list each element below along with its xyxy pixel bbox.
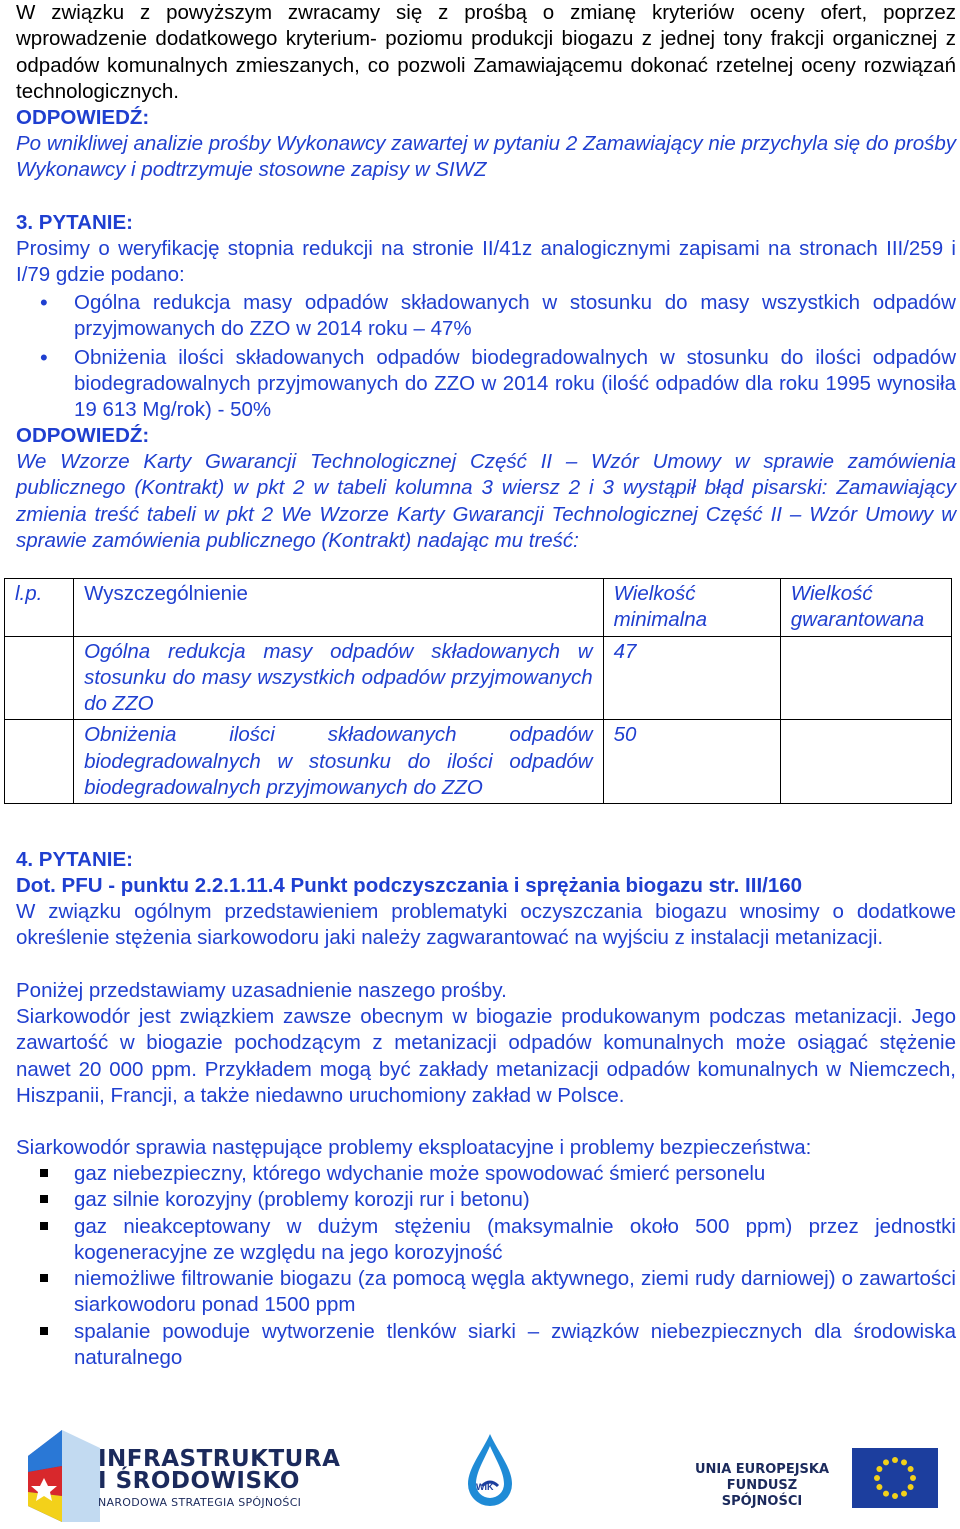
list-item: gaz nieakceptowany w dużym stężeniu (maksymalnie około 500 ppm) przez jednostki kogeneracyjne ze względu na jego korozyjność — [0, 1214, 956, 1267]
table-cell — [780, 720, 951, 804]
table-cell — [5, 720, 74, 804]
logo-text: WIK — [476, 1482, 494, 1492]
question-3-text: Prosimy o weryfikację stopnia redukcji na stronie II/41z analogicznymi zapisami na stronach III/259 i I/79 gdzie podano: — [16, 237, 956, 287]
header-cell-minimum: Wielkość minimalna — [603, 579, 780, 637]
question-4-paragraph: Siarkowodór sprawia następujące problemy eksploatacyjne i problemy bezpieczeństwa: — [16, 1136, 812, 1159]
table-row — [5, 720, 952, 804]
table-cell — [780, 636, 951, 720]
logo-text: I ŚRODOWISKO — [98, 1468, 300, 1494]
table-cell: 50 — [603, 720, 780, 804]
water-company-logo — [462, 1430, 518, 1510]
eu-logo — [686, 1446, 940, 1514]
question-4-paragraph: Siarkowodór jest związkiem zawsze obecnym w biogazie produkowanym podczas metanizacji. Jego zawartość w biogazie pochodzącym z metanizacji odpadów komunalnych może osiągać stężenie nawet 20 000 ppm. Przykładem mogą być zakłady metanizacji odpadów komunalnych w Niemczech, Hiszpanii, Francji, a także niedawno uruchomiony zakład w Polsce. — [16, 1005, 956, 1107]
question-4-paragraph: Poniżej przedstawiamy uzasadnienie naszego prośby. — [16, 979, 507, 1002]
header-cell-guaranteed: Wielkość gwarantowana — [780, 579, 951, 637]
answer-text: We Wzorze Karty Gwarancji Technologicznej Część II – Wzór Umowy w sprawie zamówienia publicznego (Kontrakt) w pkt 2 w tabeli kolumna 3 wiersz 2 i 3 wystąpił błąd pisarski: Zamawiający zmienia treść tabeli w pkt 2 We Wzorze Karty Gwarancji Technologicznej Część II – Wzór Umowy w sprawie zamówienia publicznego (Kontrakt) nadając mu treść: — [16, 450, 956, 552]
table-row — [5, 636, 952, 720]
infrastructure-logo — [22, 1426, 341, 1522]
answer-label: ODPOWIEDŹ: — [16, 424, 150, 447]
logo-text: FUNDUSZ SPÓJNOŚCI — [721, 1478, 803, 1509]
table-cell: Ogólna redukcja masy odpadów składowanych w stosunku do masy wszystkich odpadów przyjmowanych do ZZO — [74, 636, 604, 720]
question-4-subheading: Dot. PFU - punktu 2.2.1.11.4 Punkt podczyszczania i sprężania biogazu str. III/160 — [16, 874, 803, 897]
question-4-heading: 4. PYTANIE: — [16, 848, 133, 871]
header-cell-description: Wyszczególnienie — [74, 579, 604, 637]
nss-emblem-icon — [22, 1426, 102, 1522]
list-item: • Obniżenia ilości składowanych odpadów biodegradowalnych w stosunku do ilości odpadów biodegradowalnych przyjmowanych do ZZO w 2014 roku (ilość odpadów dla roku 1995 wynosiła 19 613 Mg/rok) - 50% — [0, 345, 956, 424]
logo-text: UNIA EUROPEJSKA — [694, 1462, 830, 1477]
question-3-list — [0, 290, 956, 423]
question-4-list — [0, 1161, 956, 1371]
eu-flag-icon — [852, 1448, 938, 1508]
logo-text: NARODOWA STRATEGIA SPÓJNOŚCI — [98, 1496, 302, 1509]
list-item: gaz silnie korozyjny (problemy korozji rur i betonu) — [0, 1187, 956, 1213]
list-item: • Ogólna redukcja masy odpadów składowanych w stosunku do masy wszystkich odpadów przyjmowanych do ZZO w 2014 roku – 47% — [0, 290, 956, 343]
intro-paragraph: W związku z powyższym zwracamy się z prośbą o zmianę kryteriów oceny ofert, poprzez wprowadzenie dodatkowego kryterium- poziomu produkcji biogazu z jednej tony frakcji organicznej z odpadów komunalnych zmieszanych, co pozwoli Zamawiającemu dokonać rzetelnej oceny rozwiązań technologicznych. — [16, 1, 956, 103]
table-cell — [5, 636, 74, 720]
table-cell: 47 — [603, 636, 780, 720]
header-cell-lp: l.p. — [5, 579, 74, 637]
logo-text: INFRASTRUKTURA — [98, 1446, 341, 1472]
list-item: gaz niebezpieczny, którego wdychanie może spowodować śmierć personelu — [0, 1161, 956, 1187]
question-4-paragraph: W związku ogólnym przedstawieniem problematyki oczyszczania biogazu wnosimy o dodatkowe określenie stężenia siarkowodoru jaki należy zagwarantować na wyjściu z instalacji metanizacji. — [16, 900, 956, 950]
list-item: niemożliwe filtrowanie biogazu (za pomocą węgla aktywnego, ziemi rudy darniowej) o zawartości siarkowodoru ponad 1500 ppm — [0, 1266, 956, 1319]
table-header-row — [5, 579, 952, 637]
results-table — [4, 578, 952, 804]
answer-label: ODPOWIEDŹ: — [16, 106, 150, 129]
list-item: spalanie powoduje wytworzenie tlenków siarki – związków niebezpiecznych dla środowiska naturalnego — [0, 1319, 956, 1372]
table-cell: Obniżenia ilości składowanych odpadów biodegradowalnych w stosunku do ilości odpadów biodegradowalnych przyjmowanych do ZZO — [74, 720, 604, 804]
question-3-heading: 3. PYTANIE: — [16, 211, 133, 234]
answer-text: Po wnikliwej analizie prośby Wykonawcy zawartej w pytaniu 2 Zamawiający nie przychyla się do prośby Wykonawcy i podtrzymuje stosowne zapisy w SIWZ — [16, 132, 956, 182]
footer-logos — [0, 1418, 960, 1526]
